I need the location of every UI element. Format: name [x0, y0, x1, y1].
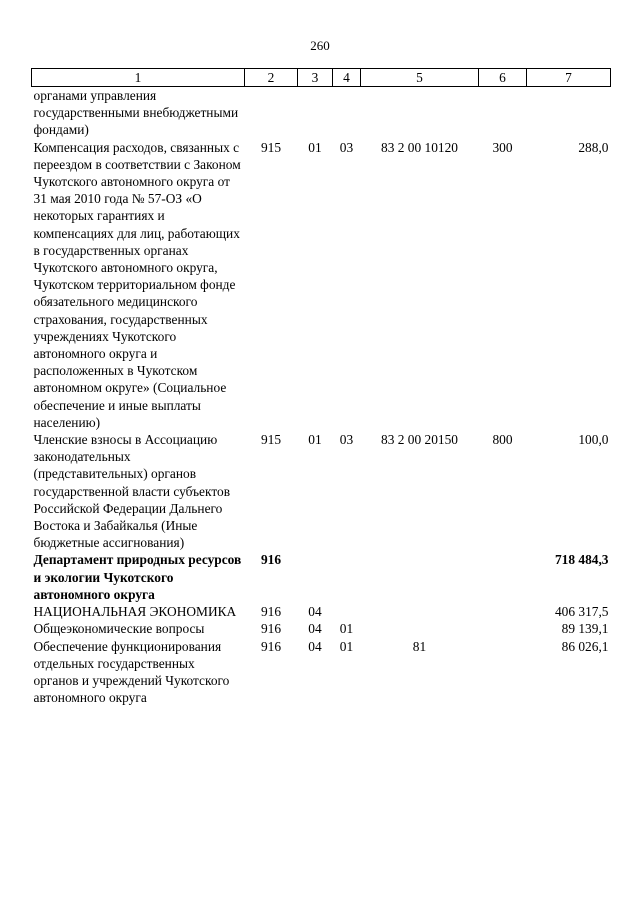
row-name: органами управления государственными внебюджетными фондами) — [33, 88, 239, 138]
row-ved: 916 — [260, 552, 282, 568]
page-number: 260 — [310, 38, 330, 53]
table-row — [32, 139, 611, 431]
row-ved: 916 — [260, 621, 282, 637]
row-csr — [361, 603, 479, 620]
row-vr: 300 — [492, 139, 513, 155]
row-pr — [333, 551, 361, 603]
row-pr — [333, 603, 361, 620]
budget-table — [31, 68, 611, 706]
row-sum: 288,0 — [578, 139, 609, 155]
row-name: Обеспечение функционирования отдельных государственных органов и учреждений Чукотского автономного округа — [33, 638, 230, 706]
row-ved: 916 — [260, 604, 282, 620]
table-row — [32, 603, 611, 620]
row-sum: 89 139,1 — [561, 621, 609, 637]
row-ved: 915 — [260, 432, 282, 448]
row-csr: 83 2 00 10120 — [381, 139, 458, 155]
header-row — [32, 69, 611, 87]
header-col-2: 2 — [245, 69, 298, 87]
row-pr: 03 — [339, 432, 354, 448]
header-col-3: 3 — [298, 69, 333, 87]
row-pr: 01 — [339, 621, 354, 637]
row-rz — [298, 551, 333, 603]
row-rz: 01 — [308, 432, 322, 448]
row-ved — [245, 87, 298, 139]
row-rz: 04 — [308, 621, 322, 637]
row-csr: 83 2 00 20150 — [381, 432, 458, 448]
row-vr — [479, 603, 527, 620]
row-ved: 916 — [260, 638, 282, 654]
row-vr — [479, 551, 527, 603]
row-rz: 04 — [308, 638, 322, 654]
header-col-7: 7 — [527, 69, 611, 87]
row-csr — [361, 551, 479, 603]
row-csr — [361, 87, 479, 139]
row-name: Общеэкономические вопросы — [33, 621, 205, 637]
row-pr — [333, 87, 361, 139]
row-pr: 03 — [339, 139, 354, 155]
row-name: Департамент природных ресурсов и экологии Чукотского автономного округа — [33, 552, 242, 602]
table-row — [32, 551, 611, 603]
row-csr: 81 — [412, 638, 427, 654]
row-sum: 86 026,1 — [561, 638, 609, 654]
table-row — [32, 87, 611, 139]
row-rz: 04 — [308, 604, 322, 620]
header-col-1: 1 — [32, 69, 245, 87]
row-name: Членские взносы в Ассоциацию законодательных (представительных) органов государственной власти субъектов Российской Федерации Дальнего Востока и Забайкалья (Иные бюджетные ассигнования) — [33, 432, 231, 551]
header-col-4: 4 — [333, 69, 361, 87]
row-vr — [479, 638, 527, 707]
row-csr — [361, 620, 479, 637]
row-name: Компенсация расходов, связанных с переездом в соответствии с Законом Чукотского автономного округа от 31 мая 2010 года № 57-ОЗ «О некоторых гарантиях и компенсациях для лиц, работающих в государственных органах Чукотского автономного округа, Чукотском территориальном фонде обязательного медицинского страхования, государственных учреждениях Чукотского автономного округа и расположенных в Чукотском автономном округе» (Социальное обеспечение и иные выплаты населению) — [33, 139, 241, 430]
row-name: НАЦИОНАЛЬНАЯ ЭКОНОМИКА — [33, 604, 237, 620]
row-vr: 800 — [492, 432, 513, 448]
table-row — [32, 431, 611, 551]
row-rz — [298, 87, 333, 139]
row-sum — [527, 87, 611, 139]
row-sum: 406 317,5 — [554, 604, 609, 620]
row-vr — [479, 87, 527, 139]
table-row — [32, 638, 611, 707]
row-sum: 718 484,3 — [554, 552, 609, 568]
header-col-6: 6 — [479, 69, 527, 87]
row-vr — [479, 620, 527, 637]
table-row — [32, 620, 611, 637]
row-sum: 100,0 — [578, 432, 609, 448]
row-pr: 01 — [339, 638, 354, 654]
row-rz: 01 — [308, 139, 322, 155]
header-col-5: 5 — [361, 69, 479, 87]
row-ved: 915 — [260, 139, 282, 155]
